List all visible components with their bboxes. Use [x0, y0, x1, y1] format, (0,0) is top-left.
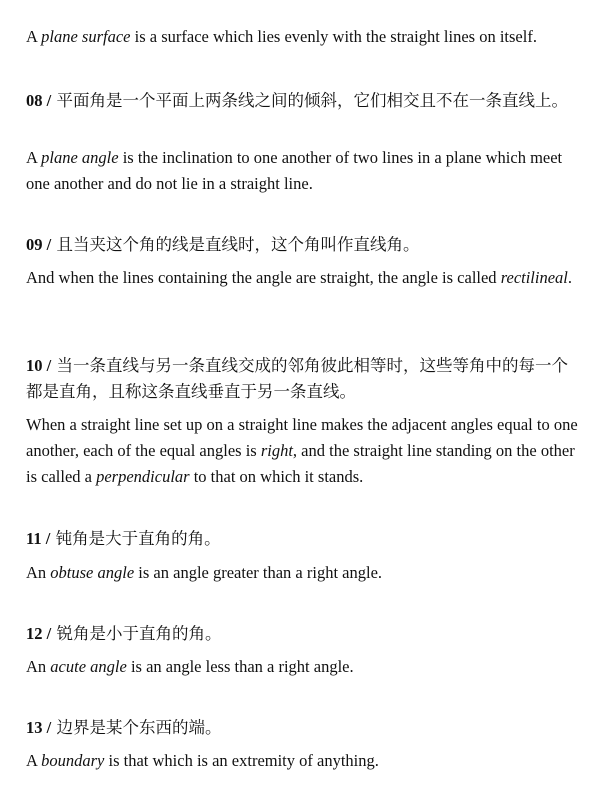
defined-term: acute angle	[50, 657, 127, 676]
chinese-text: 锐角是小于直角的角。	[56, 624, 222, 643]
definition-number: 13 /	[26, 718, 52, 737]
definition-number: 08 /	[26, 91, 52, 110]
definition-13-english	[26, 748, 582, 774]
definition-11-chinese	[26, 526, 582, 552]
text-segment: .	[567, 268, 573, 287]
chinese-text: 且当夹这个角的线是直线时，这个角叫作直线角。	[56, 235, 420, 254]
definition-number: 11 /	[26, 529, 51, 548]
defined-term: obtuse angle	[50, 563, 135, 582]
definition-08-chinese	[26, 88, 582, 114]
definition-number: 12 /	[26, 624, 52, 643]
text-segment: When a straight line set up on a straight line makes the adjacent angles equal to one another, each of the equal angles is	[26, 415, 578, 460]
defined-term: boundary	[41, 751, 105, 770]
definition-11-english	[26, 560, 582, 586]
text-segment: is that which is an extremity of anything.	[104, 751, 379, 770]
defined-term: rectilineal	[500, 268, 568, 287]
text-segment: , and the straight line standing on the other is called a	[26, 441, 575, 486]
definition-12-chinese	[26, 621, 582, 647]
text-segment: An	[26, 563, 51, 582]
text-segment: And when the lines containing the angle are straight, the angle is called	[26, 268, 501, 287]
text-segment: An	[26, 657, 51, 676]
chinese-text: 边界是某个东西的端。	[56, 718, 222, 737]
text-segment: to that on which it stands.	[189, 467, 364, 486]
definition-number: 09 /	[26, 235, 52, 254]
definition-09-english	[26, 265, 582, 291]
chinese-text: 平面角是一个平面上两条线之间的倾斜，它们相交且不在一条直线上。	[56, 91, 568, 110]
definition-09-chinese	[26, 232, 582, 258]
text-segment: is an angle greater than a right angle.	[134, 563, 383, 582]
definition-10-english	[26, 412, 582, 490]
definition-08-english	[26, 145, 582, 197]
text-segment: is a surface which lies evenly with the straight lines on itself.	[130, 27, 537, 46]
chinese-text: 当一条直线与另一条直线交成的邻角彼此相等时，这些等角中的每一个都是直角，且称这条直线垂直于另一条直线。	[26, 356, 568, 401]
definition-13-chinese	[26, 715, 582, 741]
text-segment: A	[26, 751, 42, 770]
definition-12-english	[26, 654, 582, 680]
plane-surface-definition	[26, 24, 582, 50]
chinese-text: 钝角是大于直角的角。	[55, 529, 221, 548]
text-segment: A	[26, 148, 42, 167]
defined-term: perpendicular	[96, 467, 190, 486]
definition-10-chinese	[26, 353, 582, 405]
definition-number: 10 /	[26, 356, 52, 375]
defined-term: plane surface	[41, 27, 131, 46]
text-segment: A	[26, 27, 42, 46]
defined-term: right	[260, 441, 293, 460]
defined-term: plane angle	[41, 148, 119, 167]
text-segment: is an angle less than a right angle.	[126, 657, 354, 676]
text-segment: is the inclination to one another of two lines in a plane which meet one another and do not lie in a straight line.	[26, 148, 563, 193]
